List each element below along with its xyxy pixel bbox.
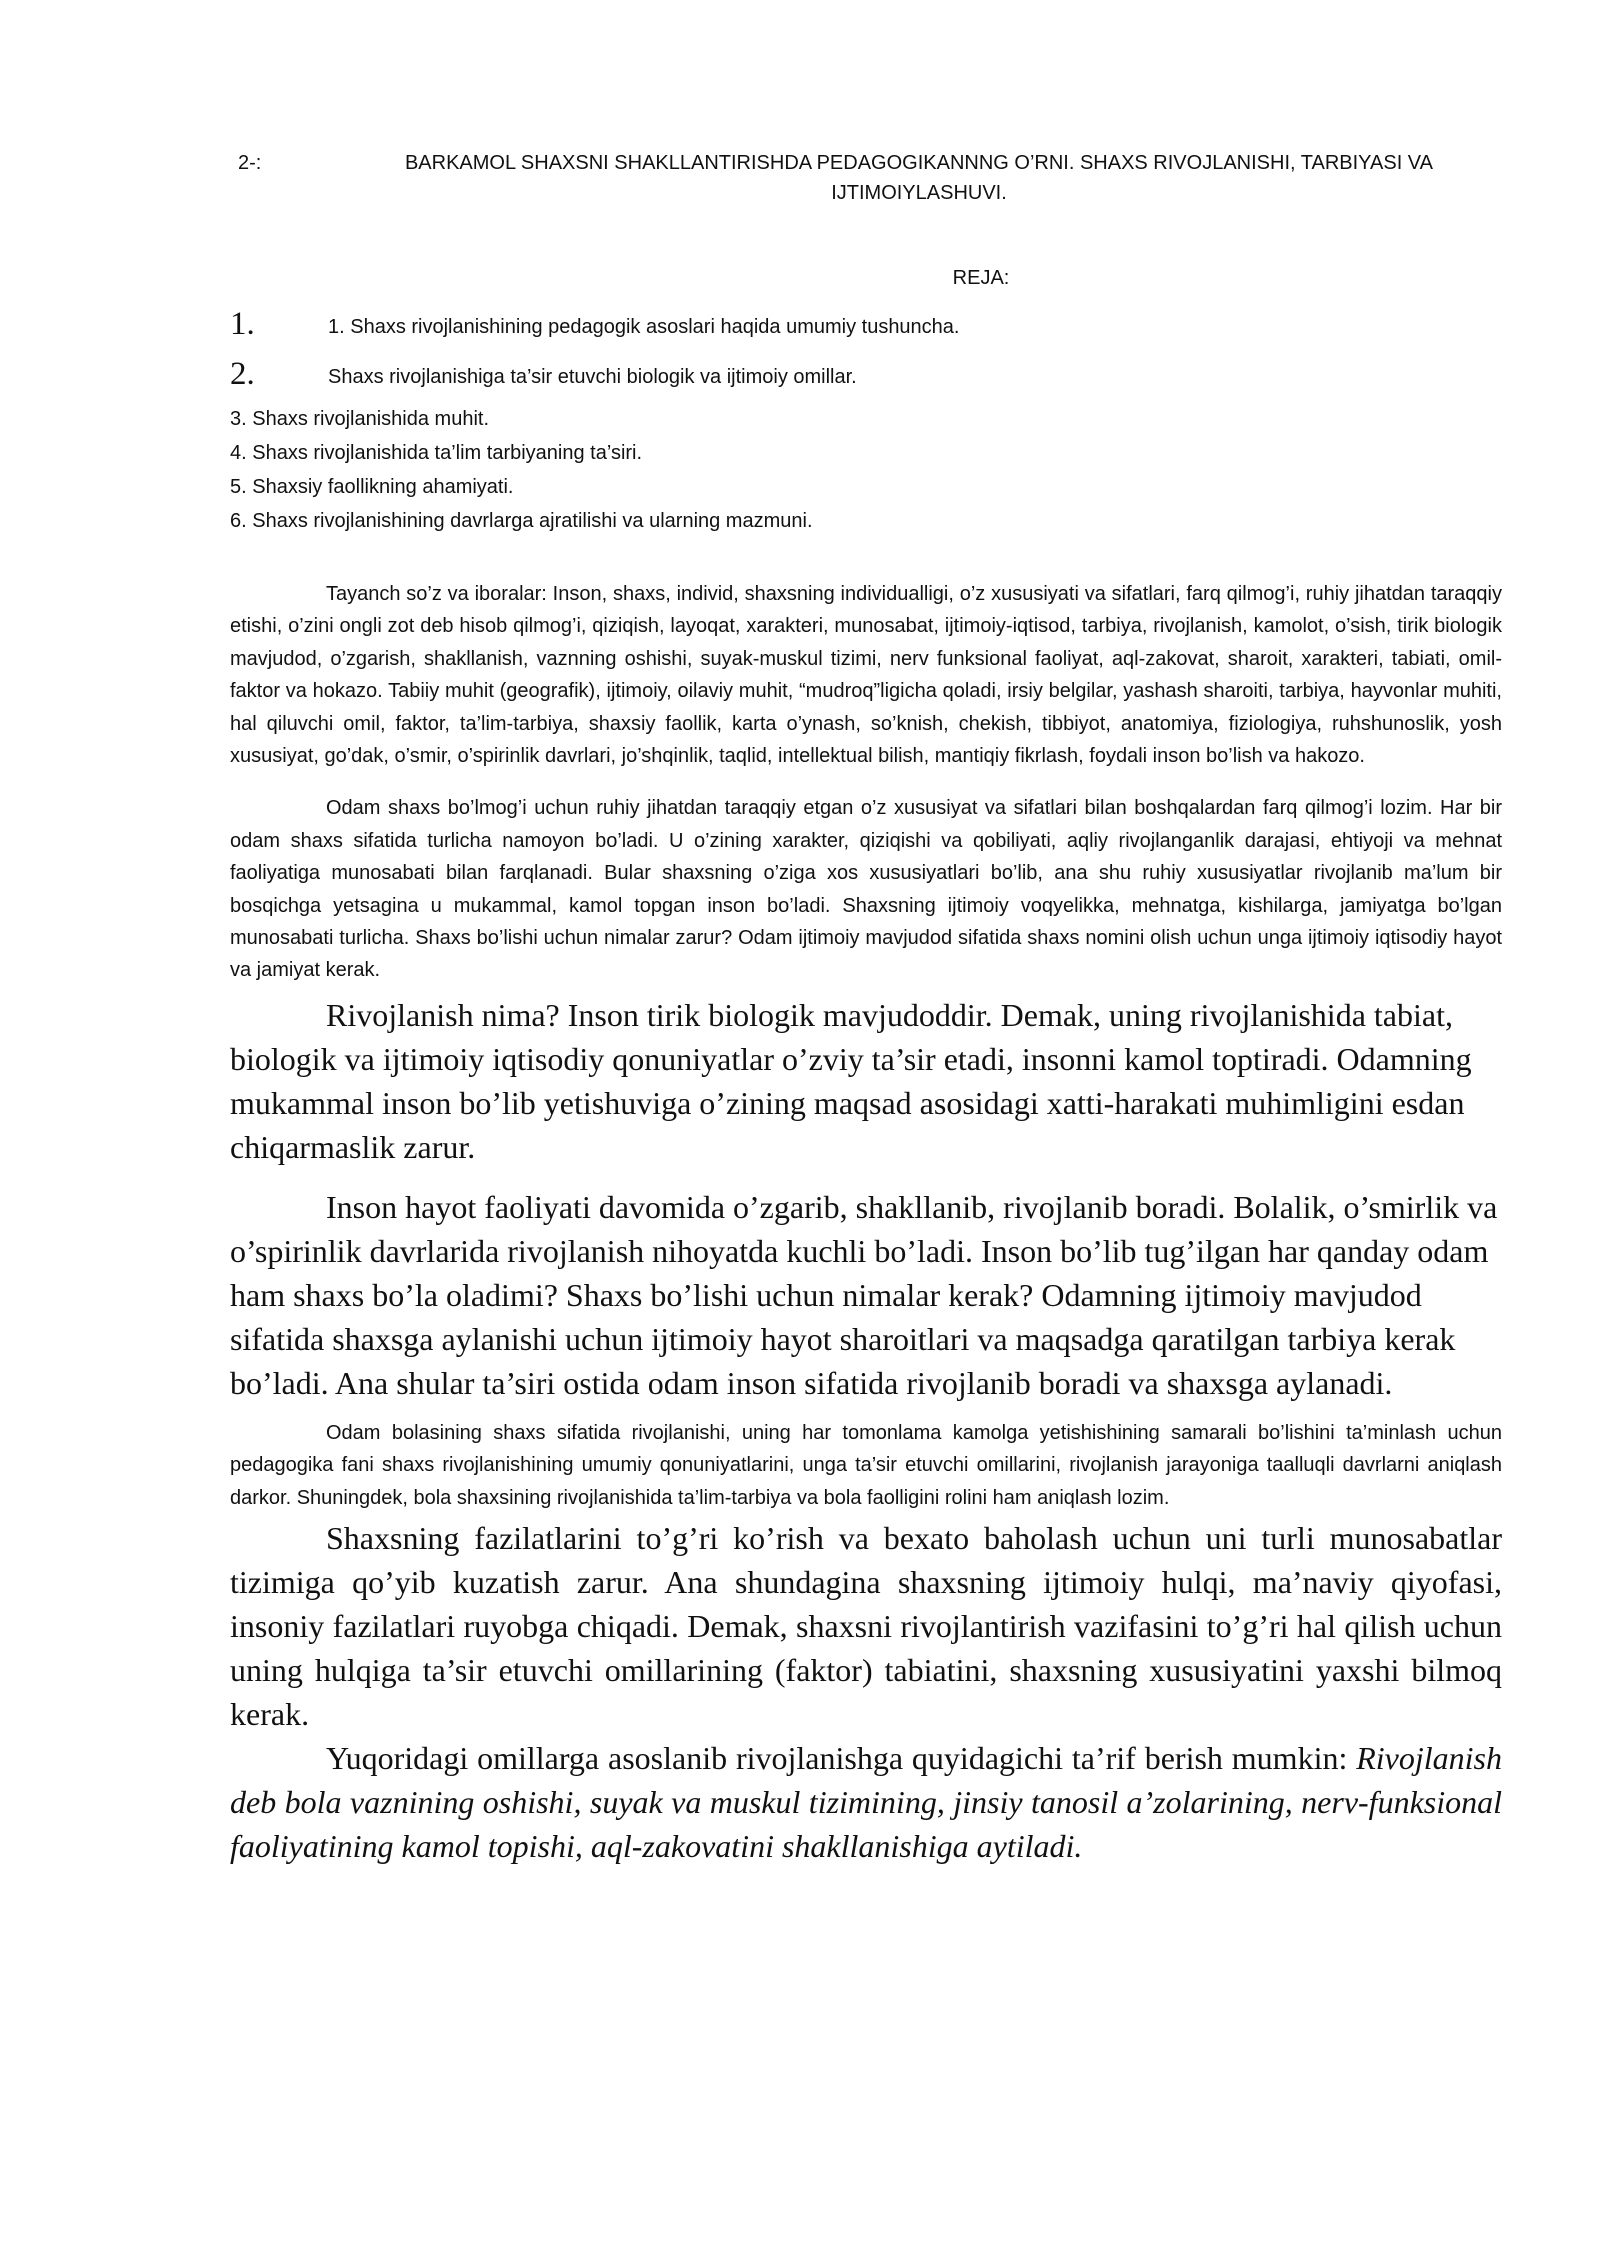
plan-item-text: Shaxs rivojlanishiga ta’sir etuvchi biologik va ijtimoiy omillar. (328, 366, 857, 388)
plan-item (230, 352, 1502, 402)
body-paragraph: Odam bolasining shaxs sifatida rivojlanishi, uning har tomonlama kamolga yetishishining samarali bo’lishini ta’minlash uchun pedagogika fani shaxs rivojlanishining umumiy qonuniyatlarini, unga ta’sir etuvchi omillarini, rivojlanish jarayoniga taalluqli davrlarni aniqlash darkor. Shuningdek, bola shaxsining rivojlanishida ta’lim-tarbiya va bola faolligini rolini ham aniqlash lozim. (230, 1421, 1502, 1509)
plan-item-number: 1. (230, 306, 255, 342)
definition-lead: Yuqoridagi omillarga asoslanib rivojlanishga quyidagichi ta’rif berish mumkin: (326, 1740, 1357, 1777)
plan-item: 6. Shaxs rivojlanishining davrlarga ajratilishi va ularning mazmuni. (230, 510, 813, 532)
title-text: BARKAMOL SHAXSNI SHAKLLANTIRISHDA PEDAGOGIKANNNG O’RNI. SHAXS RIVOJLANISHI, TARBIYASI VA IJTIMOIYLASHUVI. (404, 152, 1434, 204)
definition-paragraph (230, 1736, 1502, 1868)
keywords-paragraph: Tayanch so’z va iboralar: Inson, shaxs, individ, shaxsning individualligi, o’z xususiyati va sifatlari, farq qilmog’i, ruhiy jihatdan taraqqiy etishi, o’zini ongli zot deb hisob qilmog’i, qiziqish, layoqat, xarakteri, munosabat, ijtimoiy-iqtisod, tarbiya, rivojlanish, kamolot, o’sish, tirik biologik mavjudod, o’zgarish, shakllanish, vaznning oshishi, suyak-muskul tizimi, nerv funksional faoliyat, aql-zakovat, sharoit, xarakteri, tabiati, omil-faktor va hokazo. Tabiiy muhit (geografik), ijtimoiy, oilaviy muhit, “mudroq”ligicha qoladi, irsiy belgilar, yashash sharoiti, tarbiya, hayvonlar muhiti, hal qiluvchi omil, faktor, ta’lim-tarbiya, shaxsiy faollik, karta o’ynash, so’knish, chekish, tibbiyot, anatomiya, fiziologiya, ruhshunoslik, yosh xususiyat, go’dak, o’smir, o’spirinlik davrlari, jo’shqinlik, taqlid, intellektual bilish, mantiqiy fikrlash, foydali inson bo’lish va hakozo. (230, 583, 1502, 768)
body-paragraph: Shaxsning fazilatlarini to’g’ri ko’rish va bexato baholash uchun uni turli munosabatlar tizimiga qo’yib kuzatish zarur. Ana shundagina shaxsning ijtimoiy hulqi, ma’naviy qiyofasi, insoniy fazilatlari ruyobga chiqadi. Demak, shaxsni rivojlantirish vazifasini to’g’ri hal qilish uchun uning hulqiga ta’sir etuvchi omillarining (faktor) tabiatini, shaxsning xususiyatini yaxshi bilmoq kerak. (230, 1520, 1502, 1733)
document-title (230, 148, 1502, 208)
plan-item-text: 1. Shaxs rivojlanishining pedagogik asoslari haqida umumiy tushuncha. (328, 316, 960, 338)
body-paragraph: Rivojlanish nima? Inson tirik biologik mavjudoddir. Demak, uning rivojlanishida tabiat, biologik va ijtimoiy iqtisodiy qonuniyatlar o’zviy ta’sir etadi, insonni kamol toptiradi. Odamning mukammal inson bo’lib yetishuviga o’zining maqsad asosidagi xatti-harakati muhimligini esdan chiqarmaslik zarur. (230, 996, 1472, 1165)
plan-list (230, 302, 1502, 538)
definition-italic: Rivojlanish deb bola vaznining oshishi, suyak va muskul tizimining, jinsiy tanosil a’zolarining, nerv-funksional faoliyatining kamol topishi, aql-zakovatini shakllanishiga aytiladi. (230, 1740, 1502, 1865)
document-page (230, 148, 1502, 1868)
plan-item: 4. Shaxs rivojlanishida ta’lim tarbiyaning ta’siri. (230, 442, 643, 464)
plan-item: 3. Shaxs rivojlanishida muhit. (230, 408, 490, 430)
title-number: 2-: (238, 152, 262, 174)
body-paragraph: Odam shaxs bo’lmog’i uchun ruhiy jihatdan taraqqiy etgan o’z xususiyat va sifatlari bilan boshqalardan farq qilmog’i lozim. Har bir odam shaxs sifatida turlicha namoyon bo’ladi. U o’zining xarakter, qiziqishi va qobiliyati, aqliy rivojlanganlik darajasi, ehtiyoji va mehnat faoliyatiga munosabati bilan farqlanadi. Bular shaxsning o’ziga xos xususiyatlari bo’lib, ana shu ruhiy xususiyatlar rivojlanib ma’lum bir bosqichga yetsagina u mukammal, kamol topgan inson bo’ladi. Shaxsning ijtimoiy voqyelikka, mehnatga, kishilarga, jamiyatga bo’lgan munosabati turlicha. Shaxs bo’lishi uchun nimalar zarur? Odam ijtimoiy mavjudod sifatida shaxs nomini olish uchun unga ijtimoiy iqtisodiy hayot va jamiyat kerak. (230, 797, 1502, 982)
plan-item-number: 2. (230, 356, 255, 392)
body-paragraph: Inson hayot faoliyati davomida o’zgarib, shakllanib, rivojlanib boradi. Bolalik, o’smirlik va o’spirinlik davrlarida rivojlanish nihoyatda kuchli bo’ladi. Inson bo’lib tug’ilgan har qanday odam ham shaxs bo’la oladimi? Shaxs bo’lishi uchun nimalar kerak? Odamning ijtimoiy mavjudod sifatida shaxsga aylanishi uchun ijtimoiy hayot sharoitlari va maqsadga qaratilgan tarbiya kerak bo’ladi. Ana shular ta’siri ostida odam inson sifatida rivojlanib boradi va shaxsga aylanadi. (230, 1188, 1498, 1401)
plan-heading: REJA: (952, 267, 1010, 289)
plan-item (230, 302, 1502, 352)
plan-item: 5. Shaxsiy faollikning ahamiyati. (230, 476, 514, 498)
